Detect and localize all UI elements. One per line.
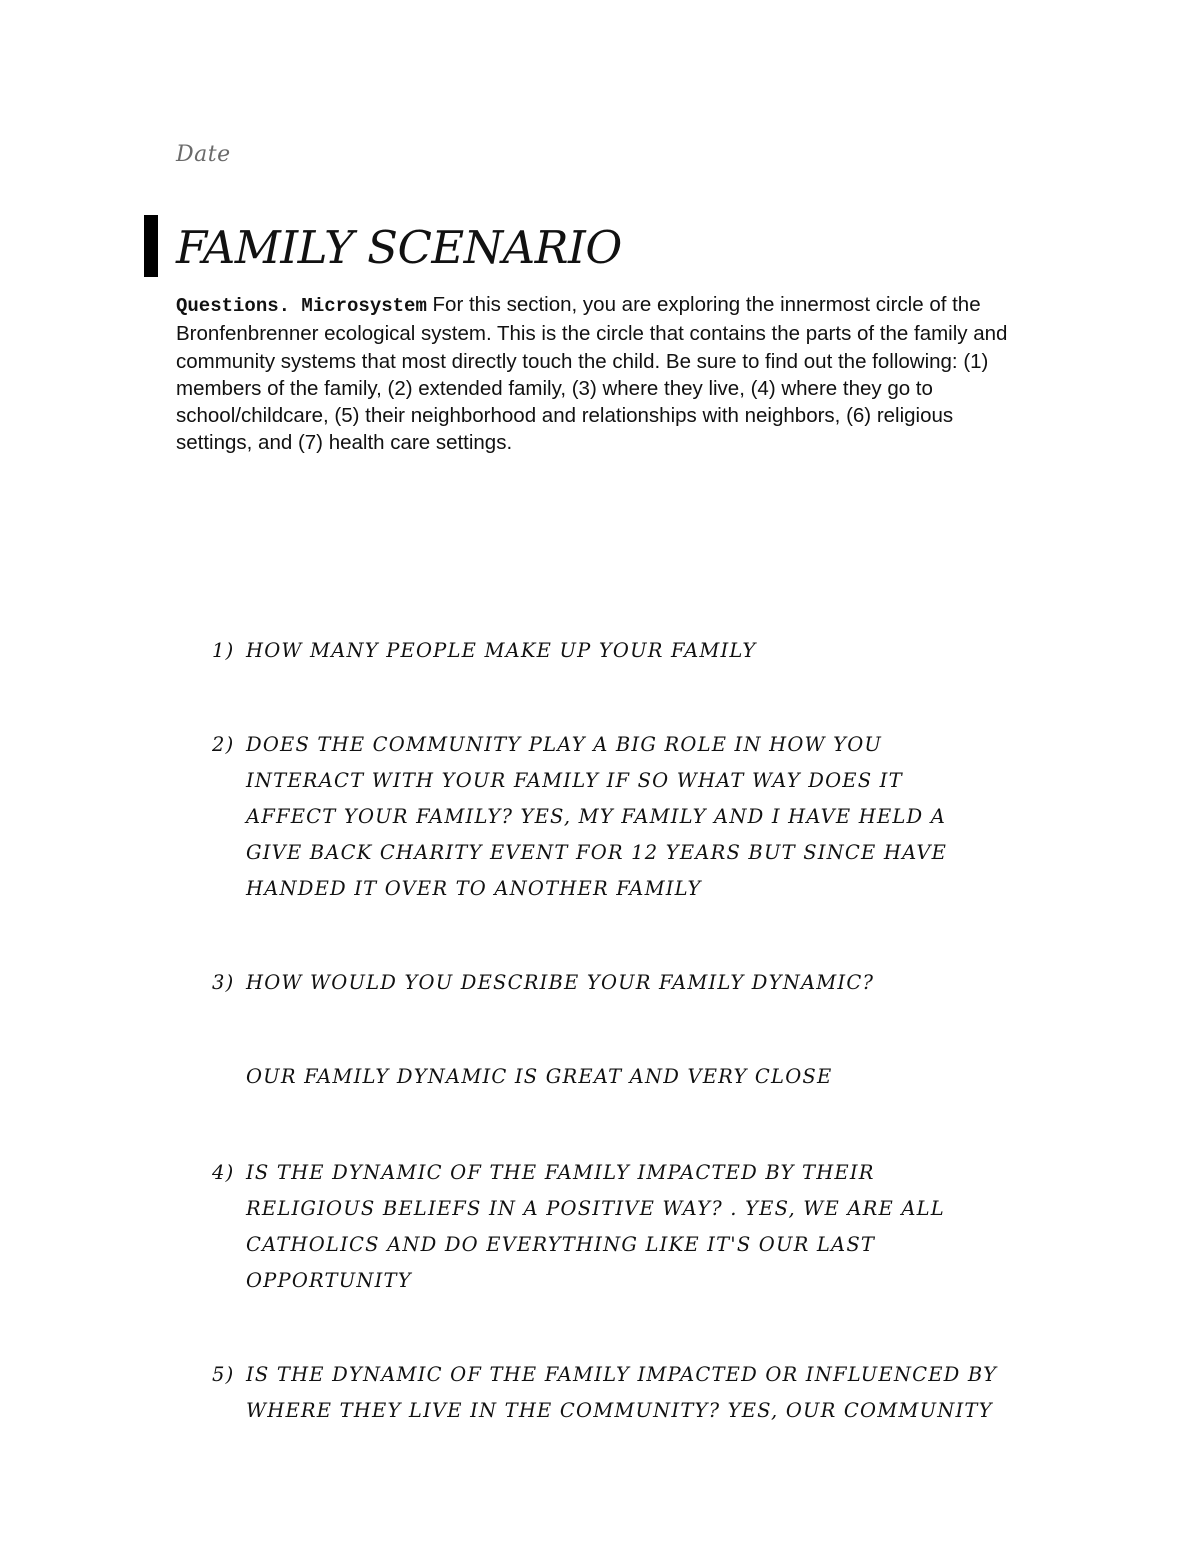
intro-lead: Questions. Microsystem bbox=[176, 295, 427, 317]
question-text: IS THE DYNAMIC OF THE FAMILY IMPACTED OR INFLUENCED BY WHERE THEY LIVE IN THE COMMUNITY? YES, OUR COMMUNITY bbox=[246, 1363, 998, 1422]
question-number: 4) bbox=[212, 1161, 235, 1184]
question-text: IS THE DYNAMIC OF THE FAMILY IMPACTED BY THEIR RELIGIOUS BELIEFS IN A POSITIVE WAY? . YES, WE ARE ALL CATHOLICS AND DO EVERYTHING LIKE IT'S OUR LAST OPPORTUNITY bbox=[246, 1161, 945, 1292]
question-text: DOES THE COMMUNITY PLAY A BIG ROLE IN HOW YOU INTERACT WITH YOUR FAMILY IF SO WHAT WAY DOES IT AFFECT YOUR FAMILY? YES, MY FAMILY AND I HAVE HELD A GIVE BACK CHARITY EVENT FOR 12 YEARS BUT SINCE HAVE HANDED IT OVER TO ANOTHER FAMILY bbox=[246, 733, 948, 900]
question-3-answer: OUR FAMILY DYNAMIC IS GREAT AND VERY CLOSE bbox=[246, 1065, 833, 1088]
date-label: Date bbox=[176, 142, 231, 167]
question-number: 3) bbox=[212, 971, 235, 994]
question-number: 2) bbox=[212, 733, 235, 756]
question-text: HOW MANY PEOPLE MAKE UP YOUR FAMILY bbox=[246, 639, 757, 662]
question-text: HOW WOULD YOU DESCRIBE YOUR FAMILY DYNAMIC? bbox=[246, 971, 875, 994]
question-number: 1) bbox=[212, 639, 235, 662]
intro-paragraph bbox=[176, 291, 1026, 457]
title-accent-bar bbox=[144, 215, 158, 277]
document-title: FAMILY SCENARIO bbox=[176, 221, 622, 274]
intro-body: For this section, you are exploring the innermost circle of the Bronfenbrenner ecological system. This is the circle that contains the parts of the family and community systems that most directly touch the child. Be sure to find out the following: (1) members of the family, (2) extended family, (3) where they live, (4) where they go to school/childcare, (5) their neighborhood and relationships with neighbors, (6) religious settings, and (7) health care settings. bbox=[176, 293, 1008, 455]
question-number: 5) bbox=[212, 1363, 235, 1386]
